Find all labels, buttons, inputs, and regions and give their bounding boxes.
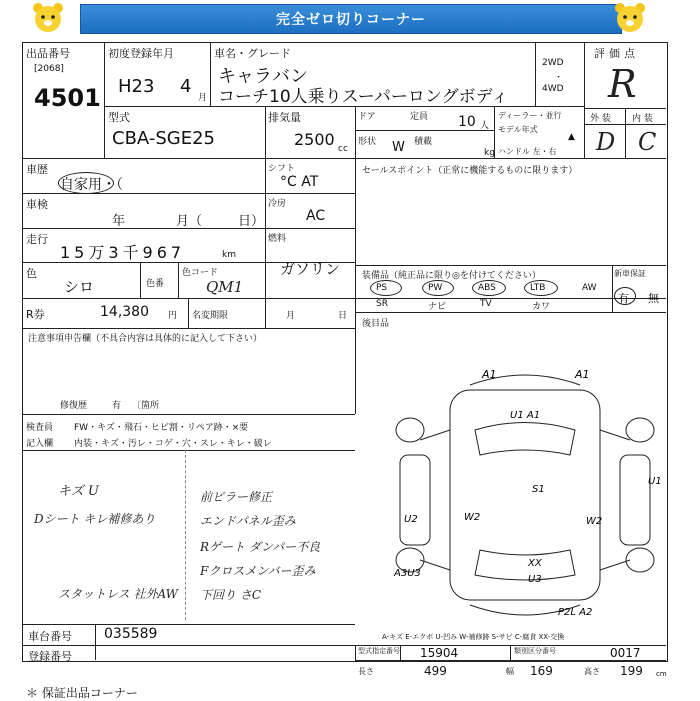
recycle-label: R券 [26,308,45,321]
lot-number: 4501 [34,84,101,112]
equip-ltb: LTB [530,283,546,293]
mark-a3u3-rear-left: A3U3 [394,568,421,579]
mark-u2-left: U2 [404,514,418,525]
color-label: 色 [26,267,37,280]
repair-history-label: 修復歴 [60,401,88,411]
rear-items-label: 後目品 [362,319,390,329]
lot-sub: [2068] [34,64,64,74]
equip-abs-circle [472,280,506,296]
repair-history-value: 有 [112,401,122,411]
equipment-label: 装備品（純正品に限り◎を付けてください） [362,271,541,281]
equip-aw: AW [582,283,597,293]
sales-point-label: セールスポイント（正常に機能するものに限ります） [362,166,578,176]
note-left-3: スタットレス 社外AW [58,587,178,601]
displacement-unit: cc [338,144,348,154]
drive-4wd: 4WD [542,84,564,94]
registration-era: H23 [118,76,155,97]
equip-ltb-circle [524,280,558,296]
interior-label: 内 装 [632,114,653,124]
dimension-unit: cm [656,670,667,678]
mileage-label: 走行 [26,233,48,246]
equip-sr: SR [376,299,388,309]
ac-label: 冷房 [268,199,287,209]
mark-u1-right: U1 [648,476,662,487]
equip-tv: TV [480,299,492,309]
inspection-label: 車検 [26,198,48,211]
equip-leather: カワ [532,302,551,312]
mark-xx-rear: XX [528,558,542,569]
width-label: 幅 [506,667,514,676]
model-designation-label: 型式指定番号 [358,647,400,655]
dealer-arrow: ▲ [568,132,575,142]
mileage-value: 15万3千967 [60,243,186,262]
load-unit: kg [484,148,495,158]
equip-ps-circle [370,280,402,296]
note-right-2: エンドパネル歪み [200,514,296,528]
mark-u3-rear: U3 [528,574,542,585]
note-left-1: キズ U [58,484,99,499]
width-value: 169 [530,664,553,678]
warranty-no: 無 [648,292,659,305]
mark-w2-right: W2 [586,516,603,527]
model-designation-value: 15904 [420,646,459,660]
new-warranty-label: 新車保証 [614,269,646,278]
class-number-label: 類別区分番号 [514,647,556,655]
mark-u1a1-hood: U1 A1 [510,410,541,421]
bear-mascot-icon [612,2,648,34]
note-right-1: 前ピラー修正 [200,490,273,504]
model-year-label: モデル年式 [498,125,538,134]
mark-p2l-a2-bumper: P2L A2 [558,607,593,618]
registration-month-unit: 月 [198,93,208,103]
color-number-label: 色番 [146,279,165,289]
corner-banner: 完全ゼロ切りコーナー [80,4,622,34]
equip-pw-circle [422,280,454,296]
notes-label: 注意事項申告欄（不具合内容は具体的に記入して下さい） [28,334,263,344]
note-right-3: Rゲート ダンパー不良 [200,540,321,554]
equip-navi: ナビ [428,302,447,312]
history-circle [58,172,114,194]
score-value: R [608,62,637,106]
mileage-unit: km [222,250,236,260]
note-right-4: Fクロスメンバー歪み [200,564,316,578]
registration-number-label: 登録番号 [28,650,72,663]
length-value: 499 [424,664,447,678]
recycle-unit: 円 [168,311,178,321]
shift-label: シフト [268,164,296,174]
length-label: 長さ [358,667,374,676]
inspector-row-exterior: FW・キズ・飛石・ヒビ割・リペア跡・×要 [74,423,249,433]
mark-a1-front-left: A1 [482,368,497,381]
inspector-label: 検査員 [26,423,54,433]
drive-dot: ・ [554,73,564,83]
fuel-label: 燃料 [268,234,287,244]
color-code: QM1 [206,278,244,296]
score-label: 評価点 [594,47,639,60]
equip-ps: PS [376,283,388,293]
car-grade: コーチ10人乗りスーパーロングボディ [218,87,509,107]
capacity-unit: 人 [480,121,490,131]
damage-legend: A-キズ E-エクボ U-凹み W-補修跡 S-サビ C-腐食 XX-交換 [382,633,565,641]
name-change-month: 月 [286,311,296,321]
shift-value: °C AT [280,174,319,190]
fuel-value: ガソリン [280,260,341,278]
warranty-yes: 有 [618,292,629,305]
chassis-label: 車台番号 [28,630,72,643]
capacity-value: 10 [458,114,476,130]
repair-place-label: 〔箇所 [132,401,160,411]
mark-s1-roof: S1 [532,484,545,495]
height-value: 199 [620,664,643,678]
inspection-year: 年 [112,214,126,229]
car-damage-diagram [380,360,670,630]
registration-month: 4 [180,76,192,97]
name-change-day: 日 [338,311,348,321]
inspector-row-interior: 内装・キズ・汚レ・コゲ・穴・スレ・キレ・破レ [74,439,272,449]
model-label: 型式 [108,111,130,124]
warranty-circle [614,287,636,305]
load-label: 積載 [414,137,433,147]
shape-label: 形状 [358,137,377,147]
door-label: ドア [358,112,376,122]
car-name: キャラバン [218,66,308,87]
footer-label: ＊ 保証出品コーナー [26,686,138,700]
recycle-value: 14,380 [100,304,149,320]
interior-score: C [638,128,657,156]
equip-pw: PW [428,283,443,293]
bear-mascot-icon [30,2,66,34]
note-right-5: 下回り さC [200,588,261,602]
car-name-label: 車名・グレード [214,47,291,60]
inspector-entry-label: 記入欄 [26,439,54,449]
displacement-label: 排気量 [268,111,301,124]
shape-value: W [392,140,405,155]
note-left-2: Dシート キレ補修あり [34,512,156,526]
capacity-label: 定員 [410,112,429,122]
history-value: 自家用・（ [60,177,123,193]
height-label: 高さ [584,667,600,676]
name-change-label: 名変期限 [192,311,229,321]
history-label: 車歴 [26,163,48,176]
inspection-month: 月（ [176,214,203,229]
displacement-value: 2500 [294,130,335,149]
exterior-label: 外 装 [590,114,611,124]
color-value: シロ [64,278,95,296]
dealer-label: ディーラー・並行 [498,111,562,120]
exterior-score: D [596,128,616,156]
mark-a1-front-right: A1 [575,368,590,381]
chassis-number: 035589 [104,626,158,642]
inspection-day: 日） [238,214,265,229]
handle-label: ハンドル 左・右 [498,147,557,156]
registration-label: 初度登録年月 [108,47,174,60]
ac-value: AC [306,208,326,224]
class-number-value: 0017 [610,646,641,660]
equip-abs: ABS [478,283,496,293]
model-value: CBA-SGE25 [112,128,215,149]
drive-2wd: 2WD [542,58,564,68]
mark-w2-left: W2 [464,512,481,523]
lot-label: 出品番号 [26,47,70,60]
color-code-label: 色コード [182,268,219,278]
